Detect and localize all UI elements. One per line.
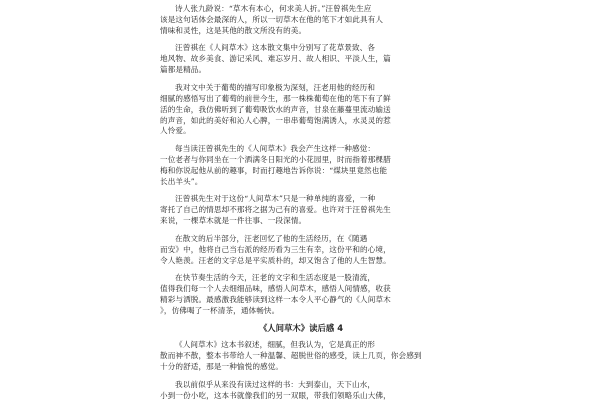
text-line: 汪曾祺在《人间草木》这本散文集中分别写了花草景致、各 [175, 43, 376, 53]
paragraph-5 [160, 194, 442, 227]
text-line: 精彩与洒脱。最感激我能够读到这样一本令人平心静气的《人间草木 [160, 294, 391, 304]
text-line: 小到一份小吃，这本书就像我们的另一双眼，带我们领略乐山大佛， [160, 390, 391, 400]
article-body [160, 4, 442, 408]
text-line: 地风物、故乡美食、游记采风、难忘岁月、故人相识、平淡人生，篇 [160, 54, 391, 64]
text-line: 在快节奏生活的今天，汪老的文字和生活态度是一股清流， [175, 273, 376, 283]
text-line: 寄托了自己的情思却不那将之据为己有的喜爱。也许对于汪曾祺先生 [160, 205, 391, 215]
text-line: 诗人张九龄说：“草木有本心，何求美人折。”汪曾祺先生应 [175, 4, 372, 13]
text-line: 长出羊头”。 [160, 176, 203, 186]
text-line: 令人艳羡。汪老的文字总是平实质朴的，却又饱含了他的人生智慧。 [160, 255, 391, 265]
text-line: 汪曾祺先生对于这份“人间草木”只是一种单纯的喜爱，一种 [175, 194, 376, 204]
text-line: 的声音，如此的美好和沁人心脾，一串串葡萄饱满诱人，水灵灵的惹 [160, 115, 391, 125]
paragraph-9 [160, 380, 442, 402]
text-line: 来说，一棵草木就是一件往事、一段深情。 [160, 216, 307, 226]
text-line: 》，仿佛喝了一杯清茶，通体畅快。 [160, 305, 280, 315]
paragraph-6 [160, 234, 442, 267]
paragraph-8 [160, 340, 442, 373]
text-line: 每当读汪曾祺先生的《人间草木》我会产生这样一种感觉： [175, 144, 376, 154]
text-line: 而安》中，他将自己当右派的经历看为三生有幸，这份平和的心境， [160, 244, 391, 254]
text-line: 十分的舒适，那是一种愉悦的感觉。 [160, 362, 284, 372]
paragraph-7 [160, 273, 442, 317]
text-line: 活的生命，我仿佛听到了葡萄吸饮水的声音，甘泉在藤蔓里流动输送 [160, 104, 391, 114]
text-line: 篇都是精品。 [160, 65, 207, 75]
text-line: 在散文的后半部分，汪老回忆了他的生活经历，在《随遇 [175, 233, 368, 243]
text-line: 该是这句话体会最深的人，所以一切草木在他的笔下才如此具有人 [160, 14, 384, 24]
text-line: 细腻的感悟写出了葡萄的前世今生，那一株株葡萄在他的笔下有了鲜 [160, 93, 391, 103]
paragraph-3 [160, 83, 442, 138]
text-line: 人怜爱。 [160, 126, 191, 136]
text-line: 一位老者与你同坐在一个洒满冬日阳光的小花园里，时而指着那棵腊 [160, 154, 391, 164]
text-line: 值得我们每一个人去细细品味，感悟人间草木，感悟人间情感，收获 [160, 284, 391, 294]
text-line: 我对文中关于葡萄的描写印象极为深刻，汪老用他的经历和 [175, 82, 376, 92]
text-line: 散而神不散，整本书带给人一种温馨、超脱世俗的感受，读上几页，你会感到 [160, 351, 422, 361]
text-line: 《人间草木》这本书叙述，细腻，但我认为，它是真正的形 [175, 340, 376, 350]
paragraph-1 [160, 4, 442, 37]
text-line: 情味和灵性，这是其他的散文所没有的美。 [160, 25, 307, 35]
text-line: 梅和你说起他从前的趣事，时而打趣地告诉你说：“煤块里竟然也能 [160, 165, 388, 175]
text-line: 我以前似乎从来没有读过这样的书：大到泰山，天下山水， [175, 379, 376, 389]
section-heading: 《人间草木》读后感 4 [258, 323, 344, 334]
paragraph-2 [160, 43, 442, 76]
paragraph-4 [160, 144, 442, 188]
